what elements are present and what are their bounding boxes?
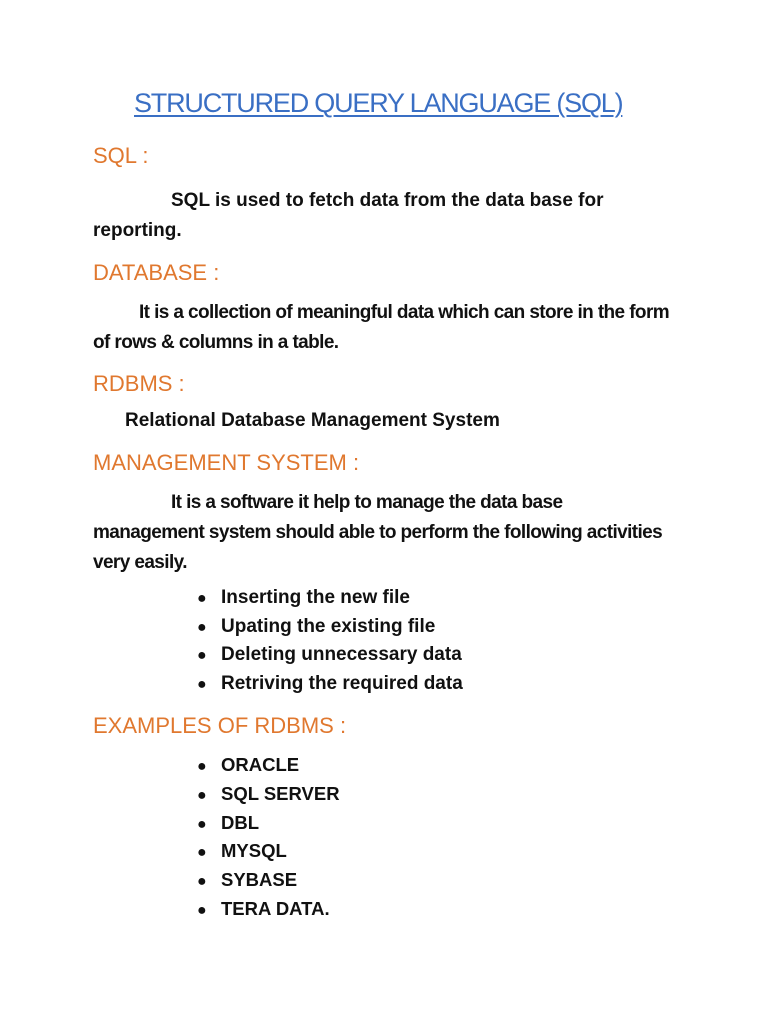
rdbms-examples-list xyxy=(197,751,340,924)
paragraph-sql-text: SQL is used to fetch data from the data base for reporting. xyxy=(93,190,604,241)
list-item: ● MYSQL xyxy=(197,837,340,866)
bullet-icon: ● xyxy=(197,618,207,636)
bullet-icon: ● xyxy=(197,647,207,665)
list-item: ● Inserting the new file xyxy=(197,584,463,613)
heading-examples-of-rdbms: EXAMPLES OF RDBMS : xyxy=(93,713,347,738)
list-item: ● Deleting unnecessary data xyxy=(197,641,463,670)
heading-management-system: MANAGEMENT SYSTEM : xyxy=(93,450,360,475)
paragraph-management-system-text: It is a software it help to manage the data base management system should able to perform the following activities very easily. xyxy=(93,492,663,573)
bullet-icon: ● xyxy=(197,815,207,833)
paragraph-sql xyxy=(93,186,675,246)
bullet-icon: ● xyxy=(197,675,207,693)
paragraph-management-system xyxy=(93,488,675,578)
paragraph-database xyxy=(93,298,675,358)
heading-sql: SQL : xyxy=(93,143,149,168)
bullet-icon: ● xyxy=(197,590,207,607)
bullet-icon: ● xyxy=(197,786,207,804)
paragraph-database-text: It is a collection of meaningful data which can store in the form of rows & columns in a table. xyxy=(93,302,670,353)
list-item: ● SYBASE xyxy=(197,866,340,895)
list-item: ● TERA DATA. xyxy=(197,895,340,924)
bullet-icon: ● xyxy=(197,758,207,775)
list-item: ● DBL xyxy=(197,809,340,838)
list-item: ● SQL SERVER xyxy=(197,780,340,809)
page-title: STRUCTURED QUERY LANGUAGE (SQL) xyxy=(134,88,623,118)
list-item: ● ORACLE xyxy=(197,751,340,780)
list-item: ● Retriving the required data xyxy=(197,670,463,699)
management-activities-list xyxy=(197,584,463,698)
heading-database: DATABASE : xyxy=(93,260,220,285)
bullet-icon: ● xyxy=(197,844,207,862)
heading-rdbms: RDBMS : xyxy=(93,371,185,396)
paragraph-rdbms: Relational Database Management System xyxy=(125,410,500,431)
list-item: ● Upating the existing file xyxy=(197,613,463,642)
bullet-icon: ● xyxy=(197,901,207,919)
bullet-icon: ● xyxy=(197,873,207,891)
